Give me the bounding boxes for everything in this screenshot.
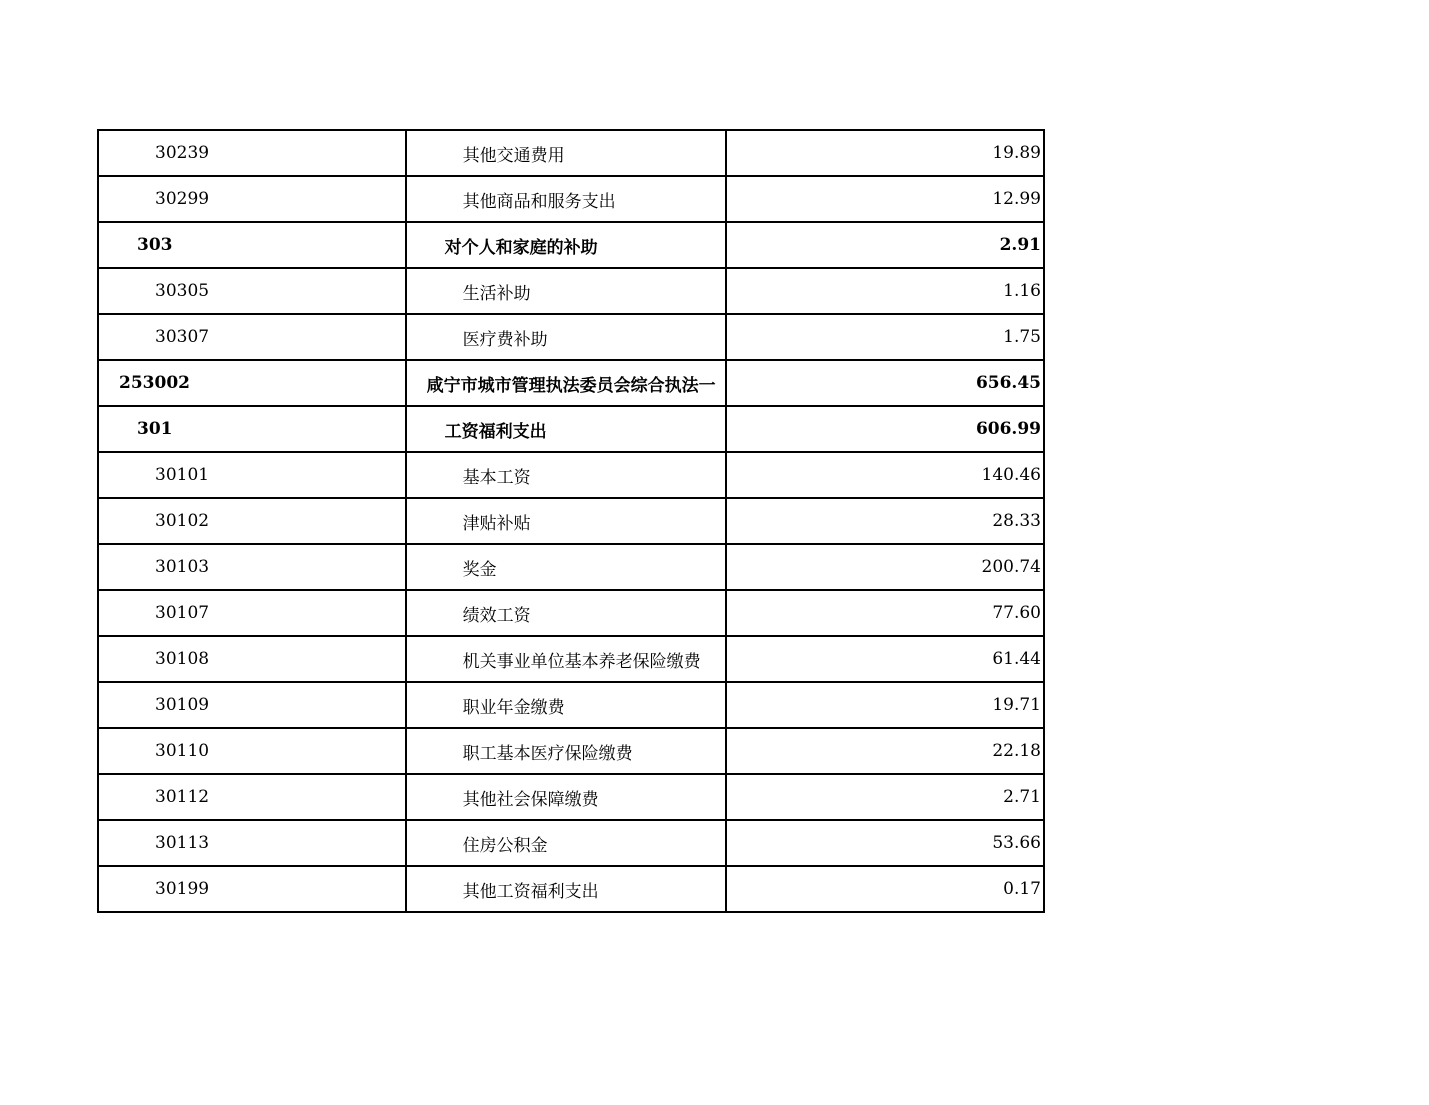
item-name-cell: 住房公积金 (406, 820, 727, 866)
item-name-cell: 生活补助 (406, 268, 727, 314)
economic-code-cell: 30108 (98, 636, 406, 682)
amount-cell: 2.91 (726, 222, 1044, 268)
economic-code-cell: 30112 (98, 774, 406, 820)
table-row (98, 360, 1044, 406)
table-row (98, 222, 1044, 268)
economic-code-cell: 30101 (98, 452, 406, 498)
economic-code-cell: 30199 (98, 866, 406, 912)
amount-cell: 200.74 (726, 544, 1044, 590)
item-name-cell: 绩效工资 (406, 590, 727, 636)
item-name-cell: 其他交通费用 (406, 130, 727, 176)
amount-cell: 1.75 (726, 314, 1044, 360)
economic-code-cell: 30113 (98, 820, 406, 866)
table-row (98, 590, 1044, 636)
table-row (98, 130, 1044, 176)
amount-cell: 656.45 (726, 360, 1044, 406)
item-name-cell: 对个人和家庭的补助 (406, 222, 727, 268)
table-row (98, 498, 1044, 544)
economic-code-cell: 30102 (98, 498, 406, 544)
amount-cell: 22.18 (726, 728, 1044, 774)
economic-code-cell: 30107 (98, 590, 406, 636)
item-name-cell: 机关事业单位基本养老保险缴费 (406, 636, 727, 682)
item-name-cell: 津贴补贴 (406, 498, 727, 544)
table-row (98, 866, 1044, 912)
expenditure-table (97, 129, 1045, 913)
amount-cell: 61.44 (726, 636, 1044, 682)
table-row (98, 314, 1044, 360)
expenditure-table-body (98, 130, 1044, 912)
economic-code-cell: 30307 (98, 314, 406, 360)
item-name-cell: 其他商品和服务支出 (406, 176, 727, 222)
economic-code-cell: 30299 (98, 176, 406, 222)
table-row (98, 176, 1044, 222)
item-name-cell: 咸宁市城市管理执法委员会综合执法一 (406, 360, 727, 406)
amount-cell: 19.89 (726, 130, 1044, 176)
table-row (98, 820, 1044, 866)
amount-cell: 12.99 (726, 176, 1044, 222)
table-row (98, 268, 1044, 314)
item-name-cell: 基本工资 (406, 452, 727, 498)
table-row (98, 406, 1044, 452)
economic-code-cell: 30239 (98, 130, 406, 176)
item-name-cell: 其他工资福利支出 (406, 866, 727, 912)
table-row (98, 452, 1044, 498)
amount-cell: 19.71 (726, 682, 1044, 728)
item-name-cell: 职业年金缴费 (406, 682, 727, 728)
table-row (98, 682, 1044, 728)
item-name-cell: 奖金 (406, 544, 727, 590)
economic-code-cell: 30110 (98, 728, 406, 774)
amount-cell: 28.33 (726, 498, 1044, 544)
amount-cell: 606.99 (726, 406, 1044, 452)
item-name-cell: 工资福利支出 (406, 406, 727, 452)
economic-code-cell: 30305 (98, 268, 406, 314)
economic-code-cell: 301 (98, 406, 406, 452)
table-row (98, 544, 1044, 590)
item-name-cell: 医疗费补助 (406, 314, 727, 360)
amount-cell: 77.60 (726, 590, 1044, 636)
table-row (98, 774, 1044, 820)
amount-cell: 0.17 (726, 866, 1044, 912)
amount-cell: 53.66 (726, 820, 1044, 866)
economic-code-cell: 30109 (98, 682, 406, 728)
economic-code-cell: 303 (98, 222, 406, 268)
amount-cell: 140.46 (726, 452, 1044, 498)
amount-cell: 1.16 (726, 268, 1044, 314)
table-row (98, 636, 1044, 682)
table-row (98, 728, 1044, 774)
item-name-cell: 职工基本医疗保险缴费 (406, 728, 727, 774)
item-name-cell: 其他社会保障缴费 (406, 774, 727, 820)
economic-code-cell: 30103 (98, 544, 406, 590)
economic-code-cell: 253002 (98, 360, 406, 406)
amount-cell: 2.71 (726, 774, 1044, 820)
